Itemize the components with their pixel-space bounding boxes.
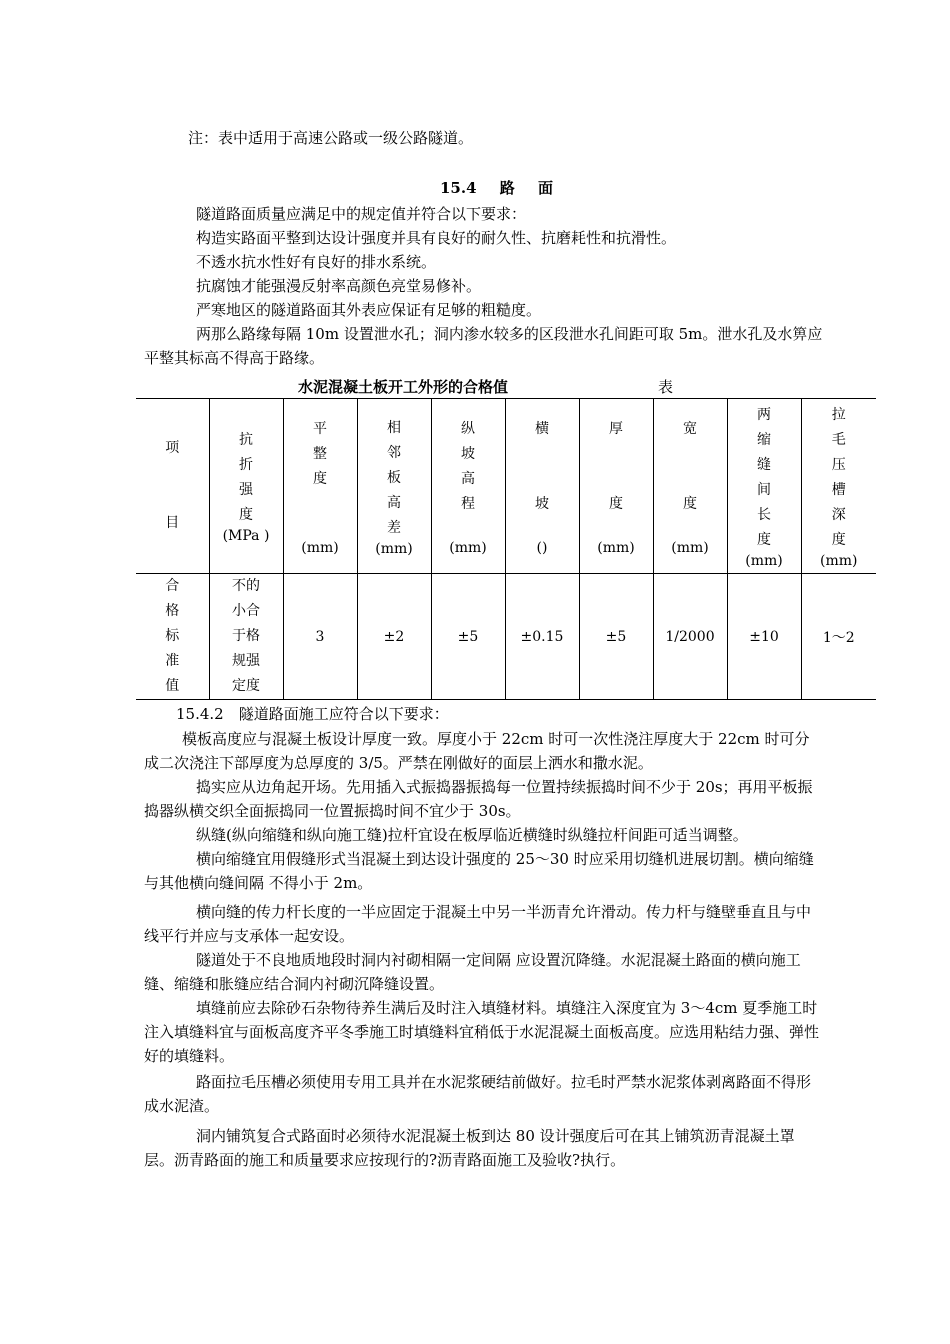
header-cell: 相 邻 板 高 差 (mm) xyxy=(357,399,431,574)
table-row xyxy=(136,574,876,700)
paragraph: 捣实应从边角起开场。先用插入式振捣器振捣每一位置持续振捣时间不少于 20s；再用平板振捣器纵横交织全面振捣同一位置振捣时间不宜少于 30s。 xyxy=(144,778,813,820)
table-header-row xyxy=(136,399,876,574)
table-cell: 3 xyxy=(283,574,357,700)
header-cell: 抗 折 强 度 (MPa ) xyxy=(209,399,283,574)
table-cell: 1/2000 xyxy=(653,574,727,700)
subsection-heading: 15.4.2 隧道路面施工应符合以下要求： xyxy=(176,705,449,723)
paragraph: 横向缝的传力杆长度的一半应固定于混凝土中另一半沥青允许滑动。传力杆与缝壁垂直且与中线平行并应与支承体一起安设。 xyxy=(144,903,812,945)
paragraph: 路面拉毛压槽必须使用专用工具并在水泥浆硬结前做好。拉毛时严禁水泥浆体剥离路面不得形成水泥渣。 xyxy=(144,1073,812,1115)
paragraph: 纵缝(纵向缩缝和纵向施工缝)拉杆宜设在板厚临近横缝时纵缝拉杆间距可适当调整。 xyxy=(196,826,748,844)
table-cell: ±10 xyxy=(727,574,801,700)
table-note: 注：表中适用于高速公路或一级公路隧道。 xyxy=(188,129,474,147)
table-cell: ±0.15 xyxy=(505,574,579,700)
table-cell: 不的 小合 于格 规强 定度 xyxy=(209,574,283,700)
header-cell: 拉 毛 压 槽 深 度 (mm) xyxy=(801,399,876,574)
paragraph: 隧道处于不良地质地段时洞内衬砌相隔一定间隔 应设置沉降缝。水泥混凝土路面的横向施工缝、缩缝和胀缝应结合洞内衬砌沉降缝设置。 xyxy=(144,951,801,993)
table-caption: 水泥混凝土板开工外形的合格值 xyxy=(298,378,509,396)
header-cell: 厚 度 (mm) xyxy=(579,399,653,574)
row-label-cell: 合 格 标 准 值 xyxy=(136,574,209,700)
header-cell: 平 整 度 (mm) xyxy=(283,399,357,574)
paragraph: 构造实路面平整到达设计强度并具有良好的耐久性、抗磨耗性和抗滑性。 xyxy=(196,229,677,247)
table-caption-suffix: 表 xyxy=(658,378,674,396)
header-cell: 宽 度 (mm) xyxy=(653,399,727,574)
paragraph: 填缝前应去除砂石杂物待养生满后及时注入填缝材料。填缝注入深度宜为 3～4cm 夏季施工时注入填缝料宜与面板高度齐平冬季施工时填缝料宜稍低于水泥混凝土面板高度。应选用粘结力强、弹性好的填缝料。 xyxy=(144,999,820,1065)
table-cell: ±2 xyxy=(357,574,431,700)
header-cell: 项 目 xyxy=(136,399,209,574)
header-cell: 两 缩 缝 间 长 度 (mm) xyxy=(727,399,801,574)
paragraph: 抗腐蚀才能强漫反射率高颜色亮堂易修补。 xyxy=(196,277,482,295)
paragraph: 模板高度应与混凝土板设计厚度一致。厚度小于 22cm 时可一次性浇注厚度大于 22cm 时可分成二次浇注下部厚度为总厚度的 3/5。严禁在刚做好的面层上洒水和撒水泥。 xyxy=(144,730,810,772)
paragraph: 严寒地区的隧道路面其外表应保证有足够的粗糙度。 xyxy=(196,301,542,319)
table-cell: 1～2 xyxy=(801,574,876,700)
table-cell: ±5 xyxy=(579,574,653,700)
table-cell: ±5 xyxy=(431,574,505,700)
spec-table xyxy=(136,398,876,700)
paragraph: 两那么路缘每隔 10m 设置泄水孔；洞内渗水较多的区段泄水孔间距可取 5m。泄水孔及水箅应平整其标高不得高于路缘。 xyxy=(144,325,823,367)
header-cell: 纵 坡 高 程 (mm) xyxy=(431,399,505,574)
section-title: 15.4 路 面 xyxy=(440,179,553,197)
paragraph: 洞内铺筑复合式路面时必须待水泥混凝土板到达 80 设计强度后可在其上铺筑沥青混凝土罩层。沥青路面的施工和质量要求应按现行的?沥青路面施工及验收?执行。 xyxy=(144,1127,795,1169)
paragraph: 隧道路面质量应满足中的规定值并符合以下要求： xyxy=(196,205,527,223)
paragraph: 横向缩缝宜用假缝形式当混凝土到达设计强度的 25～30 时应采用切缝机进展切割。横向缩缝与其他横向缝间隔 不得小于 2m。 xyxy=(144,850,814,892)
paragraph: 不透水抗水性好有良好的排水系统。 xyxy=(196,253,437,271)
header-cell: 横 坡 () xyxy=(505,399,579,574)
